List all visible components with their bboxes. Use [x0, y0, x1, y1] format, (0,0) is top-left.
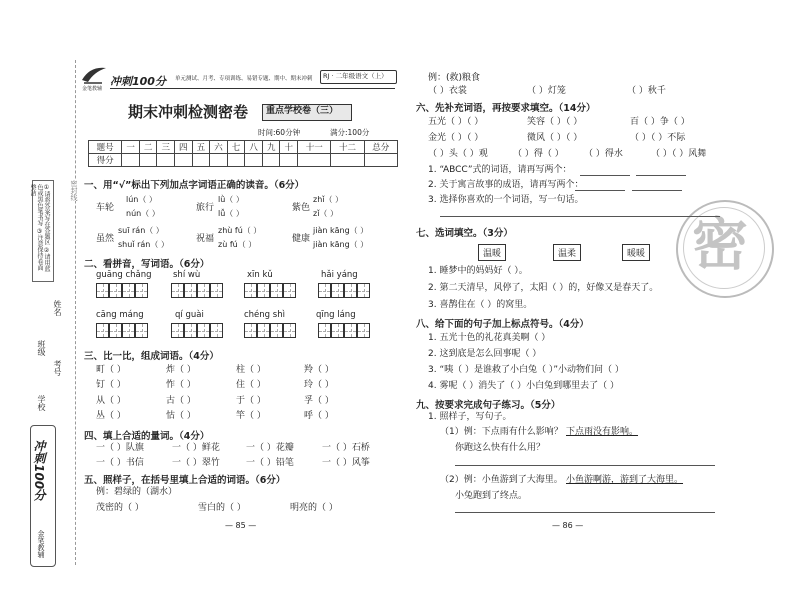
s8-item[interactable]: 1. 五光十色的礼花真美啊（ ）	[428, 333, 551, 343]
score-cell[interactable]	[139, 154, 157, 167]
score-header-cell: 二	[139, 141, 157, 154]
s1-option[interactable]: lǚ（ ）	[218, 209, 244, 218]
class-label: 班级	[37, 340, 46, 356]
exam-no-label: 考号	[53, 360, 62, 376]
s6-q2: 2. 关于寓言故事的成语，请再写两个：	[428, 180, 584, 190]
idiom-item[interactable]: 五光（ ）（ ）	[428, 117, 484, 127]
writing-box[interactable]	[135, 283, 148, 298]
measure-word-item[interactable]: 一（ ）铅笔	[246, 458, 294, 468]
writing-box[interactable]	[96, 323, 109, 338]
compare-item[interactable]: 羚（ ）	[304, 365, 334, 375]
score-table	[88, 140, 398, 167]
compare-item[interactable]: 呼（ ）	[304, 411, 334, 421]
score-header-cell: 题号	[89, 141, 122, 154]
compare-item[interactable]: 古（ ）	[166, 396, 196, 406]
score-header-cell: 八	[245, 141, 263, 154]
score-row-label: 得分	[89, 154, 122, 167]
section-3-title: 三、比一比，组成词语。（4分）	[84, 351, 219, 362]
dashed-seal-line	[75, 60, 76, 565]
score-cell[interactable]	[192, 154, 210, 167]
compare-item[interactable]: 町（ ）	[96, 365, 126, 375]
right-page-number: — 86 —	[552, 521, 584, 530]
s6-q1-blank[interactable]	[580, 175, 630, 176]
score-cell[interactable]	[298, 154, 331, 167]
header-subtitle: 单元测试、月考、专项训练、易错专题、期中、期末冲刺	[175, 76, 313, 82]
s1-option[interactable]: zù fú（ ）	[218, 240, 257, 249]
compare-item[interactable]: 炸（ ）	[166, 365, 196, 375]
score-header-cell: 总分	[364, 141, 397, 154]
name-label: 姓名	[53, 300, 62, 316]
s8-item[interactable]: 3. “咦（ ）是谁救了小白兔（ ）”小动物们问（ ）	[428, 365, 624, 375]
idiom-item[interactable]: （ ）（ ）风舞	[651, 149, 707, 159]
brand-logo-icon	[80, 64, 108, 86]
s1-option[interactable]: zhǐ（ ）	[313, 195, 344, 204]
measure-word-item[interactable]: 一（ ）鲜花	[172, 443, 220, 453]
score-header-cell: 六	[210, 141, 228, 154]
s1-option[interactable]: shuǐ rán（ ）	[118, 240, 169, 249]
writing-box[interactable]	[184, 283, 197, 298]
score-header-cell: 五	[192, 141, 210, 154]
measure-word-item[interactable]: 一（ ）书信	[96, 458, 144, 468]
pinyin-label: shí wù	[173, 270, 201, 280]
s1-word: 车轮	[96, 203, 115, 213]
s7-item[interactable]: 2. 第二天清早，风停了，太阳（ ）的，好像又是春天了。	[428, 283, 659, 293]
score-header-cell: 十一	[298, 141, 331, 154]
header-rule	[110, 88, 395, 89]
writing-box[interactable]	[122, 283, 135, 298]
s1-word: 祝福	[196, 234, 215, 244]
pinyin-label: qí guài	[175, 310, 204, 320]
idiom-item[interactable]: 金光（ ）（ ）	[428, 133, 484, 143]
left-page-number: — 85 —	[225, 521, 257, 530]
score-cell[interactable]	[157, 154, 175, 167]
compare-item[interactable]: 从（ ）	[96, 396, 126, 406]
choice-word-box: 温暖	[478, 244, 506, 261]
measure-word-item[interactable]: 一（ ）翠竹	[172, 458, 220, 468]
side-series-title: 冲刺100分	[32, 440, 46, 502]
school-label: 学校	[37, 395, 46, 411]
compare-item[interactable]: 于（ ）	[236, 396, 266, 406]
writing-box[interactable]	[122, 323, 135, 338]
section-1-title: 一、用“√”标出下列加点字词语正确的读音。（6分）	[84, 180, 305, 191]
score-cell[interactable]	[262, 154, 280, 167]
writing-box[interactable]	[210, 283, 223, 298]
writing-box[interactable]	[357, 283, 370, 298]
score-header-cell: 十	[280, 141, 298, 154]
s5-item[interactable]: 明亮的（ ）	[290, 503, 338, 513]
idiom-item[interactable]: （ ）头（ ）观	[428, 149, 488, 159]
s1-option[interactable]: jiàn kāng（ ）	[313, 226, 369, 235]
exam-time: 时间:60分钟	[258, 128, 301, 137]
s6-q2-blank[interactable]	[575, 190, 625, 191]
s9-example-2: （2）例：小鱼游到了大海里。	[440, 475, 563, 485]
section-9-title: 九、按要求完成句子练习。（5分）	[416, 400, 561, 411]
section-6-title: 六、先补充词语，再按要求填空。（14分）	[416, 103, 596, 114]
writing-box[interactable]	[344, 323, 357, 338]
writing-box[interactable]	[197, 283, 210, 298]
s1-option[interactable]: nún（ ）	[126, 209, 160, 218]
pinyin-label: cāng máng	[96, 310, 144, 320]
score-cell[interactable]	[175, 154, 193, 167]
writing-box[interactable]	[109, 323, 122, 338]
s9-answer-2: 小鱼游啊游，游到了大海里。	[566, 475, 684, 485]
side-seal-text: 密封线	[70, 180, 78, 201]
side-brand: 金笔教辅	[37, 530, 45, 558]
compare-item[interactable]: 竿（ ）	[236, 411, 266, 421]
compare-item[interactable]: 玲（ ）	[304, 380, 334, 390]
writing-box[interactable]	[257, 283, 270, 298]
pinyin-label: hǎi yáng	[321, 270, 358, 280]
s6-q2-blank[interactable]	[632, 190, 682, 191]
s8-item[interactable]: 4. 雾呢（ ）消失了（ ）小白兔到哪里去了（ ）	[428, 381, 620, 391]
pinyin-label: chéng shì	[244, 310, 285, 320]
compare-item[interactable]: 怙（ ）	[166, 411, 196, 421]
s1-option[interactable]: zhù fú（ ）	[218, 226, 262, 235]
score-header-cell: 三	[157, 141, 175, 154]
writing-box[interactable]	[197, 323, 210, 338]
s6-q1-blank[interactable]	[636, 175, 686, 176]
writing-box[interactable]	[210, 323, 223, 338]
rules-text: ①请将答案写在答题区 ②请用蓝色或黑色笔书写 ③注意保持卷面整洁	[29, 184, 50, 272]
section-2-title: 二、看拼音，写词语。（6分）	[84, 259, 210, 270]
writing-box[interactable]	[257, 323, 270, 338]
measure-word-item[interactable]: 一（ ）花瓣	[246, 443, 294, 453]
choice-word-box: 暖暖	[622, 244, 650, 261]
exam-full-score: 满分:100分	[330, 128, 370, 137]
series-title: 冲刺100分	[110, 75, 166, 88]
writing-box[interactable]	[270, 323, 283, 338]
score-header-cell: 七	[227, 141, 245, 154]
pinyin-label: qīng láng	[316, 310, 356, 320]
score-header-cell: 九	[262, 141, 280, 154]
score-cell[interactable]	[245, 154, 263, 167]
s7-item[interactable]: 1. 睡梦中的妈妈好（ ）。	[428, 266, 528, 276]
idiom-item[interactable]: （ ）（ ）不际	[630, 133, 686, 143]
writing-box[interactable]	[244, 323, 257, 338]
compare-item[interactable]: 丛（ ）	[96, 411, 126, 421]
score-header-cell: 四	[175, 141, 193, 154]
s9-task-1-line[interactable]	[455, 465, 715, 466]
writing-box[interactable]	[171, 323, 184, 338]
header	[80, 62, 395, 92]
s1-option[interactable]: lǜ（ ）	[218, 195, 244, 204]
s9-q1: 1. 照样子，写句子。	[428, 412, 512, 422]
idiom-item[interactable]: 笑容（ ）（ ）	[527, 117, 583, 127]
page-title: 期末冲刺检测密卷	[128, 103, 249, 121]
s8-item[interactable]: 2. 这到底是怎么回事呢（ ）	[428, 349, 542, 359]
writing-box[interactable]	[184, 323, 197, 338]
compare-item[interactable]: 住（ ）	[236, 380, 266, 390]
compare-item[interactable]: 怍（ ）	[166, 380, 196, 390]
s1-option[interactable]: jiàn kāng（ ）	[313, 240, 369, 249]
section-8-title: 八、给下面的句子加上标点符号。（4分）	[416, 319, 589, 330]
s1-word: 紫色	[292, 203, 311, 213]
writing-box[interactable]	[318, 283, 331, 298]
writing-box[interactable]	[283, 283, 296, 298]
score-cell[interactable]	[280, 154, 298, 167]
writing-box[interactable]	[135, 323, 148, 338]
writing-box[interactable]	[318, 323, 331, 338]
score-cell[interactable]	[364, 154, 397, 167]
s1-word: 健康	[292, 234, 311, 244]
secret-stamp: 密	[692, 213, 748, 278]
grade-tag: RJ · 二年级语文（上）	[323, 72, 388, 80]
score-header-cell: 一	[122, 141, 140, 154]
writing-box[interactable]	[344, 283, 357, 298]
s5-item[interactable]: 雪白的（ ）	[198, 503, 246, 513]
binding-strip	[29, 60, 78, 565]
s9-task-2: 小兔跑到了终点。	[455, 491, 528, 501]
brand-name: 金笔教辅	[82, 86, 103, 92]
s5-example: 例：碧绿的（湖水）	[96, 487, 178, 497]
compare-item[interactable]: 孚（ ）	[304, 396, 334, 406]
writing-box[interactable]	[283, 323, 296, 338]
score-header-cell: 十二	[331, 141, 364, 154]
idiom-item[interactable]: 微风（ ）（ ）	[527, 133, 583, 143]
section-7-title: 七、选词填空。（3分）	[416, 228, 513, 239]
idiom-item[interactable]: （ ）得（ ）	[513, 149, 564, 159]
writing-box[interactable]	[270, 283, 283, 298]
writing-box[interactable]	[96, 283, 109, 298]
s1-option[interactable]: lún（ ）	[126, 195, 157, 204]
writing-box[interactable]	[331, 323, 344, 338]
writing-box[interactable]	[171, 283, 184, 298]
s6-q3-line[interactable]	[440, 216, 720, 217]
s1-option[interactable]: zǐ（ ）	[313, 209, 338, 218]
writing-box[interactable]	[357, 323, 370, 338]
compare-item[interactable]: 柱（ ）	[236, 365, 266, 375]
r-top-item[interactable]: （ ）秋千	[627, 86, 666, 96]
s9-answer-1: 下点雨没有影响。	[566, 427, 639, 437]
score-cell[interactable]	[331, 154, 364, 167]
idiom-item[interactable]: （ ）得水	[584, 149, 623, 159]
s7-item[interactable]: 3. 喜鹊住在（ ）的窝里。	[428, 300, 533, 310]
page-badge: 重点学校卷（三）	[266, 106, 339, 116]
r-example: 例：(救)粮食	[428, 73, 481, 83]
score-cell[interactable]	[210, 154, 228, 167]
s6-q3: 3. 选择你喜欢的一个词语，写一句话。	[428, 195, 584, 205]
s1-word: 虽然	[96, 234, 115, 244]
score-header-row	[89, 141, 398, 154]
choice-word-box: 温柔	[553, 244, 581, 261]
section-5-title: 五、照样子，在括号里填上合适的词语。（6分）	[84, 475, 286, 486]
score-cell[interactable]	[227, 154, 245, 167]
s9-example-1: （1）例：下点雨有什么影响？	[440, 427, 563, 437]
writing-box[interactable]	[331, 283, 344, 298]
pinyin-label: xīn kǔ	[247, 270, 273, 280]
measure-word-item[interactable]: 一（ ）石桥	[322, 443, 370, 453]
r-top-item[interactable]: （ ）衣裳	[428, 86, 467, 96]
s1-word: 旅行	[196, 203, 215, 213]
score-value-row	[89, 154, 398, 167]
idiom-item[interactable]: 百（ ）争（ ）	[630, 117, 690, 127]
s1-option[interactable]: suī rán（ ）	[118, 226, 164, 235]
s9-task-1: 你跑这么快有什么用？	[455, 443, 546, 453]
writing-box[interactable]	[244, 283, 257, 298]
s9-task-2-line[interactable]	[455, 512, 715, 513]
measure-word-item[interactable]: 一（ ）风筝	[322, 458, 370, 468]
section-4-title: 四、填上合适的量词。（4分）	[84, 431, 210, 442]
compare-item[interactable]: 钉（ ）	[96, 380, 126, 390]
measure-word-item[interactable]: 一（ ）队旗	[96, 443, 144, 453]
s6-q1: 1. “ABCC”式的词语，请再写两个：	[428, 165, 572, 175]
pinyin-label: guāng chǎng	[96, 270, 152, 280]
r-top-item[interactable]: （ ）灯笼	[527, 86, 566, 96]
score-cell[interactable]	[122, 154, 140, 167]
writing-box[interactable]	[109, 283, 122, 298]
s5-item[interactable]: 茂密的（ ）	[96, 503, 144, 513]
